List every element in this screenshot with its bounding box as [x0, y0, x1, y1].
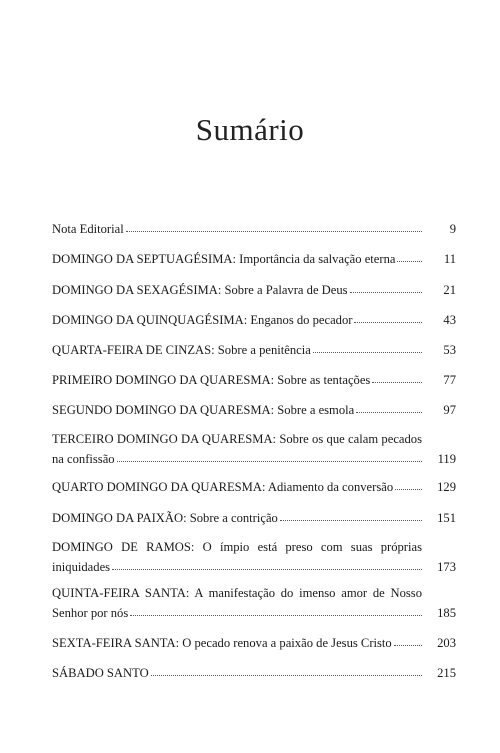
dot-leader: [117, 449, 422, 462]
toc-page-number: 203: [437, 636, 456, 650]
toc-entry-title-continued: Senhor por nós: [52, 606, 129, 620]
toc-entry[interactable]: [52, 634, 456, 651]
toc-entry[interactable]: [52, 478, 456, 495]
toc-page-number: 151: [437, 511, 456, 525]
dot-leader: [350, 280, 422, 293]
toc-page-number: 97: [443, 403, 456, 417]
toc-entry-title: QUARTO DOMINGO DA QUARESMA: Adiamento da conversão: [52, 480, 394, 494]
toc-page-number: 119: [437, 452, 456, 466]
toc-entry[interactable]: [52, 371, 456, 388]
dot-leader: [356, 400, 422, 413]
toc-entry-title: PRIMEIRO DOMINGO DA QUARESMA: Sobre as tentações: [52, 373, 371, 387]
toc-entry[interactable]: [52, 311, 456, 328]
toc-entry[interactable]: [52, 585, 456, 621]
toc-page-number: 43: [443, 313, 456, 327]
toc-entry-title: DOMINGO DE RAMOS: O ímpio está preso com suas próprias: [52, 540, 422, 554]
toc-page-number: 9: [449, 222, 456, 236]
dot-leader: [112, 557, 422, 570]
toc-page-number: 77: [443, 373, 456, 387]
toc-entry-title: Nota Editorial: [52, 222, 124, 236]
toc-entry-title-continued: na confissão: [52, 452, 115, 466]
toc-entry-title: SEXTA-FEIRA SANTA: O pecado renova a paixão de Jesus Cristo: [52, 636, 392, 650]
toc-entry-title: QUINTA-FEIRA SANTA: A manifestação do imenso amor de Nosso: [52, 586, 422, 600]
toc-entry[interactable]: [52, 281, 456, 298]
toc-entry[interactable]: [52, 509, 456, 526]
toc-page-number: 185: [437, 606, 456, 620]
toc-entry-title-continued: iniquidades: [52, 560, 111, 574]
toc-entry[interactable]: [52, 250, 456, 267]
dot-leader: [397, 249, 422, 262]
dot-leader: [372, 370, 422, 383]
toc-entry-title: TERCEIRO DOMINGO DA QUARESMA: Sobre os que calam pecados: [52, 432, 422, 446]
page-title: Sumário: [195, 112, 305, 147]
toc-entry[interactable]: [52, 341, 456, 358]
toc-entry[interactable]: [52, 664, 456, 681]
toc-entry-title: DOMINGO DA QUINQUAGÉSIMA: Enganos do pecador: [52, 313, 353, 327]
dot-leader: [395, 477, 422, 490]
dot-leader: [130, 603, 422, 616]
toc-page-number: 11: [443, 252, 456, 266]
toc-entry-title: QUARTA-FEIRA DE CINZAS: Sobre a penitência: [52, 343, 311, 357]
toc-page-number: 21: [443, 283, 456, 297]
dot-leader: [354, 310, 422, 323]
toc-entry[interactable]: [52, 539, 456, 575]
dot-leader: [280, 508, 422, 521]
dot-leader: [394, 633, 422, 646]
toc-entry-title: DOMINGO DA PAIXÃO: Sobre a contrição: [52, 511, 278, 525]
toc-entry[interactable]: [52, 220, 456, 237]
toc-entry-title: DOMINGO DA SEPTUAGÉSIMA: Importância da salvação eterna: [52, 252, 396, 266]
toc-page-number: 215: [437, 666, 456, 680]
toc-page-number: 129: [437, 480, 456, 494]
toc-entry-title: SÁBADO SANTO: [52, 666, 149, 680]
dot-leader: [313, 340, 422, 353]
toc-entry[interactable]: [52, 431, 456, 467]
toc-entry-title: SEGUNDO DOMINGO DA QUARESMA: Sobre a esmola: [52, 403, 355, 417]
toc-entry-title: DOMINGO DA SEXAGÉSIMA: Sobre a Palavra de Deus: [52, 283, 348, 297]
dot-leader: [151, 663, 422, 676]
toc-entry[interactable]: [52, 401, 456, 418]
toc-page-number: 53: [443, 343, 456, 357]
toc-page-number: 173: [437, 560, 456, 574]
dot-leader: [126, 219, 422, 232]
